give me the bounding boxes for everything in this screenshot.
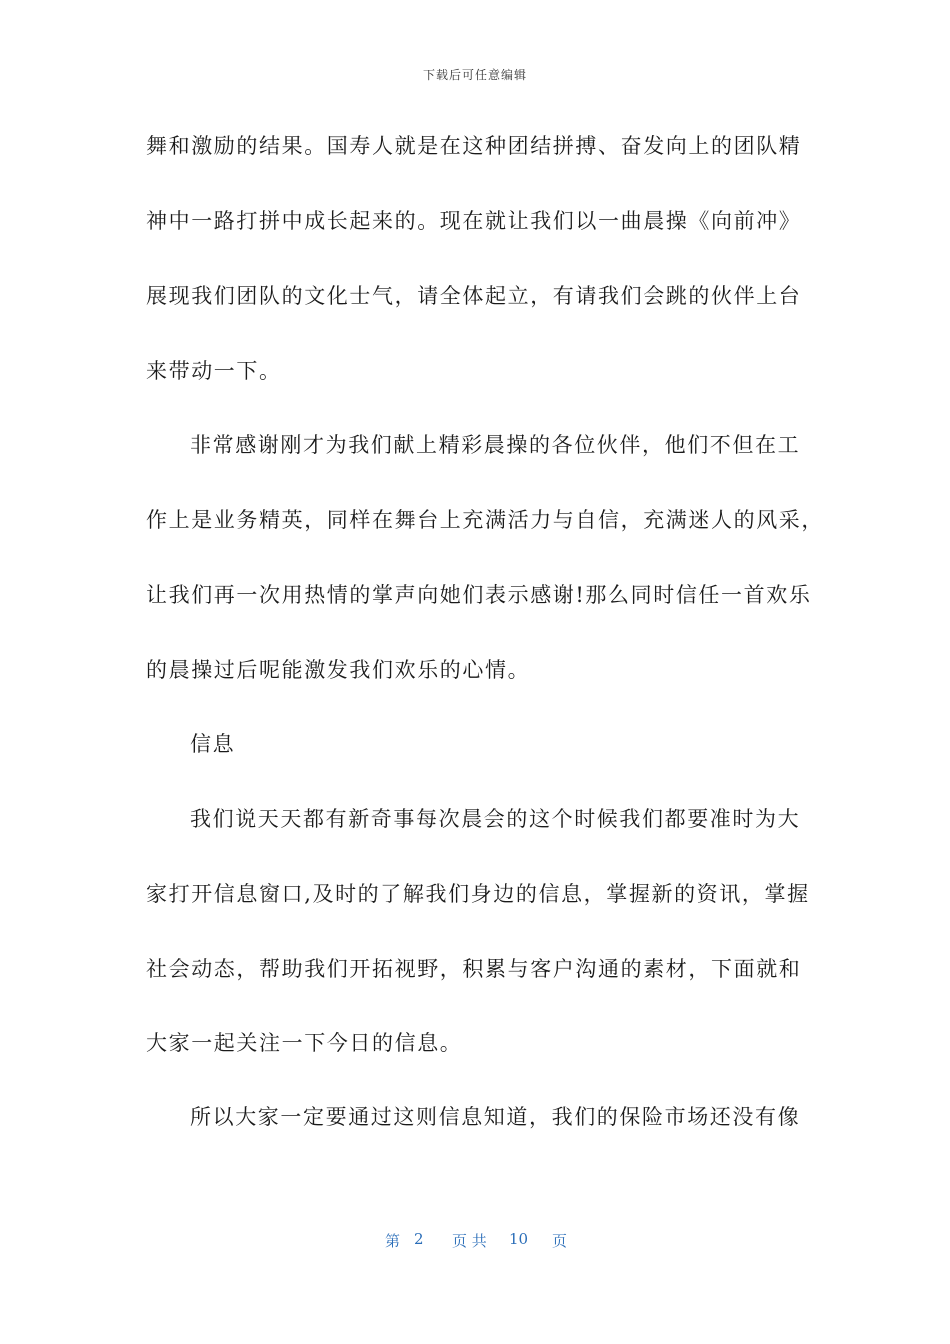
text-line: 来带动一下。	[146, 359, 282, 383]
text-line: 的晨操过后呢能激发我们欢乐的心情。	[146, 658, 531, 682]
paragraph-start-line: 我们说天天都有新奇事每次晨会的这个时候我们都要准时为大	[190, 807, 801, 831]
footer-suffix: 页	[552, 1232, 568, 1250]
header-note: 下载后可任意编辑	[422, 68, 527, 82]
page-footer	[0, 1230, 950, 1250]
paragraph-start-line: 非常感谢刚才为我们献上精彩晨操的各位伙伴，他们不但在工	[190, 433, 801, 457]
text-line: 展现我们团队的文化士气，请全体起立，有请我们会跳的伙伴上台	[146, 284, 802, 308]
text-line: 舞和激励的结果。国寿人就是在这种团结拼搏、奋发向上的团队精	[146, 134, 802, 158]
paragraph-start-line: 所以大家一定要通过这则信息知道，我们的保险市场还没有像	[190, 1105, 801, 1129]
text-line: 作上是业务精英，同样在舞台上充满活力与自信，充满迷人的风采，	[146, 508, 824, 532]
footer-middle: 页 共	[452, 1232, 487, 1250]
section-heading: 信息	[190, 732, 236, 756]
total-pages-number: 10	[509, 1230, 529, 1248]
text-line: 大家一起关注一下今日的信息。	[146, 1031, 463, 1055]
text-line: 家打开信息窗口,及时的了解我们身边的信息，掌握新的资讯，掌握	[146, 882, 810, 906]
text-line: 让我们再一次用热情的掌声向她们表示感谢!那么同时信任一首欢乐	[146, 583, 812, 607]
footer-prefix: 第	[385, 1232, 401, 1250]
text-line: 神中一路打拼中成长起来的。现在就让我们以一曲晨操《向前冲》	[146, 209, 802, 233]
current-page-number: 2	[414, 1230, 424, 1248]
text-line: 社会动态，帮助我们开拓视野，积累与客户沟通的素材，下面就和	[146, 957, 802, 981]
